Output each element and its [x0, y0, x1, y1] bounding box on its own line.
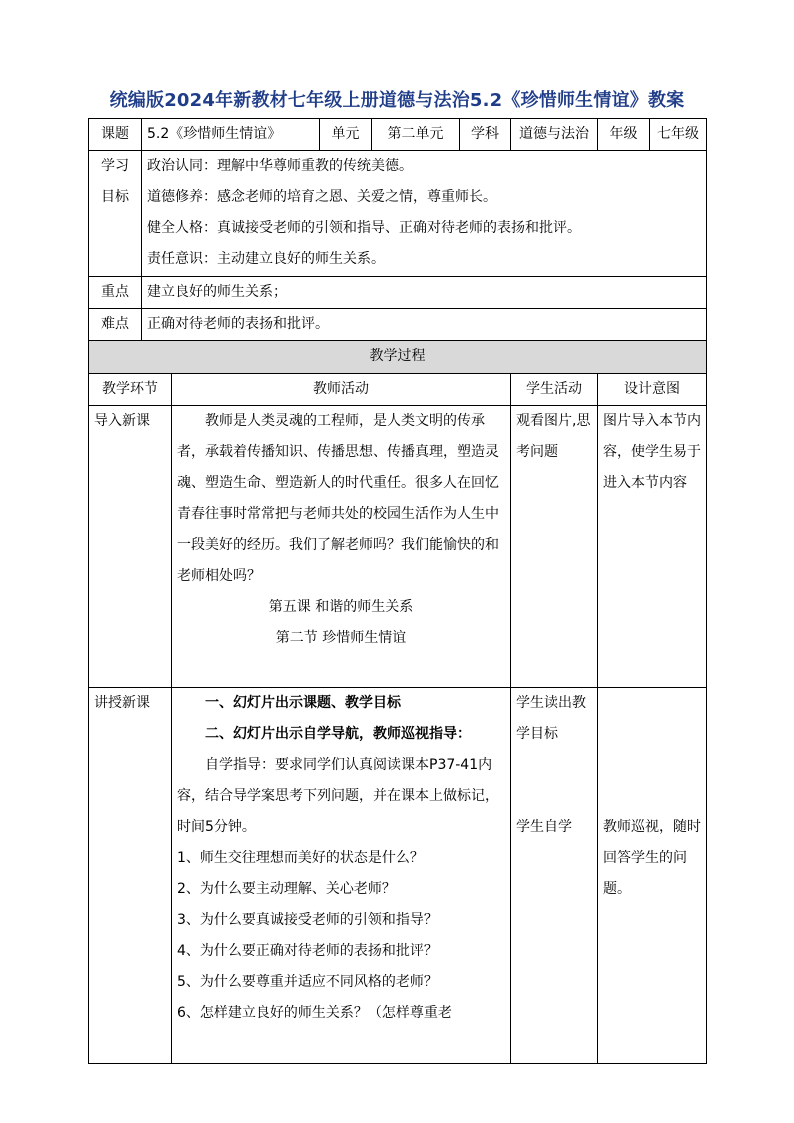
key-point-row — [89, 277, 707, 309]
objective-item: 政治认同：理解中华尊师重教的传统美德。 — [147, 158, 413, 174]
process-header: 教学过程 — [89, 341, 707, 374]
question-item: 6、怎样建立良好的师生关系？（怎样尊重老 — [177, 1005, 452, 1021]
question-item: 1、师生交往理想而美好的状态是什么？ — [177, 850, 424, 866]
key-point-label: 重点 — [89, 277, 142, 309]
question-item: 4、为什么要正确对待老师的表扬和批评？ — [177, 943, 438, 959]
subject-label: 学科 — [460, 119, 511, 151]
objective-item: 道德修养：感念老师的培育之恩、关爱之情，尊重师长。 — [147, 189, 497, 205]
intro-student-activity: 观看图片,思考问题 — [511, 406, 598, 688]
subject-value: 道德与法治 — [511, 119, 598, 151]
grade-value: 七年级 — [650, 119, 707, 151]
teaching-student-activity — [511, 688, 598, 1064]
difficulty-value: 正确对待老师的表扬和批评。 — [142, 309, 707, 341]
process-header-row — [89, 341, 707, 374]
teaching-teacher-activity — [172, 688, 511, 1064]
objectives-row — [89, 151, 707, 277]
document-title: 统编版2024年新教材七年级上册道德与法治5.2《珍惜师生情谊》教案 — [109, 90, 685, 111]
col-intent: 设计意图 — [598, 374, 707, 406]
objectives-content — [142, 151, 707, 277]
step-two: 二、幻灯片出示自学导航，教师巡视指导： — [205, 726, 471, 742]
teacher-patrol-note: 教师巡视，随时回答学生的问题。 — [603, 819, 702, 897]
lesson-title: 第五课 和谐的师生关系 — [268, 599, 414, 615]
unit-value: 第二单元 — [372, 119, 460, 151]
section-title: 第二节 珍惜师生情谊 — [275, 630, 407, 646]
col-student: 学生活动 — [511, 374, 598, 406]
col-stage: 教学环节 — [89, 374, 172, 406]
topic-label: 课题 — [89, 119, 142, 151]
intro-paragraph: 教师是人类灵魂的工程师，是人类文明的传承者，承载着传播知识、传播思想、传播真理，塑造灵魂、塑造生命、塑造新人的时代重任。很多人在回忆青春往事时常常把与老师共处的校园生活作为人生中一段美好的经历。我们了解老师吗？我们能愉快的和老师相处吗？ — [177, 413, 499, 584]
key-point-value: 建立良好的师生关系； — [142, 277, 707, 309]
header-row — [89, 119, 707, 151]
intro-row — [89, 406, 707, 688]
lesson-plan-table — [88, 118, 707, 1064]
teaching-row — [89, 688, 707, 1064]
question-item: 3、为什么要真诚接受老师的引领和指导？ — [177, 912, 438, 928]
grade-label: 年级 — [598, 119, 650, 151]
teaching-design-intent — [598, 688, 707, 1064]
intro-design-intent: 图片导入本节内容，使学生易于进入本节内容 — [598, 406, 707, 688]
difficulty-row — [89, 309, 707, 341]
student-self-study: 学生自学 — [516, 819, 573, 835]
question-item: 2、为什么要主动理解、关心老师？ — [177, 881, 396, 897]
unit-label: 单元 — [320, 119, 372, 151]
intro-stage: 导入新课 — [89, 406, 172, 688]
topic-value: 5.2《珍惜师生情谊》 — [142, 119, 320, 151]
teaching-stage: 讲授新课 — [89, 688, 172, 1064]
col-teacher: 教师活动 — [172, 374, 511, 406]
column-header-row — [89, 374, 707, 406]
step-one: 一、幻灯片出示课题、教学目标 — [205, 695, 401, 711]
objectives-label: 学习 目标 — [89, 151, 142, 277]
question-item: 5、为什么要尊重并适应不同风格的老师？ — [177, 974, 438, 990]
objective-item: 责任意识：主动建立良好的师生关系。 — [147, 251, 385, 267]
difficulty-label: 难点 — [89, 309, 142, 341]
objective-item: 健全人格：真诚接受老师的引领和指导、正确对待老师的表扬和批评。 — [147, 220, 581, 236]
self-study-guide: 自学指导：要求同学们认真阅读课本P37-41内容，结合导学案思考下列问题，并在课本上做标记，时间5分钟。 — [177, 757, 499, 835]
student-read-objectives: 学生读出教学目标 — [516, 695, 587, 742]
intro-teacher-activity — [172, 406, 511, 688]
